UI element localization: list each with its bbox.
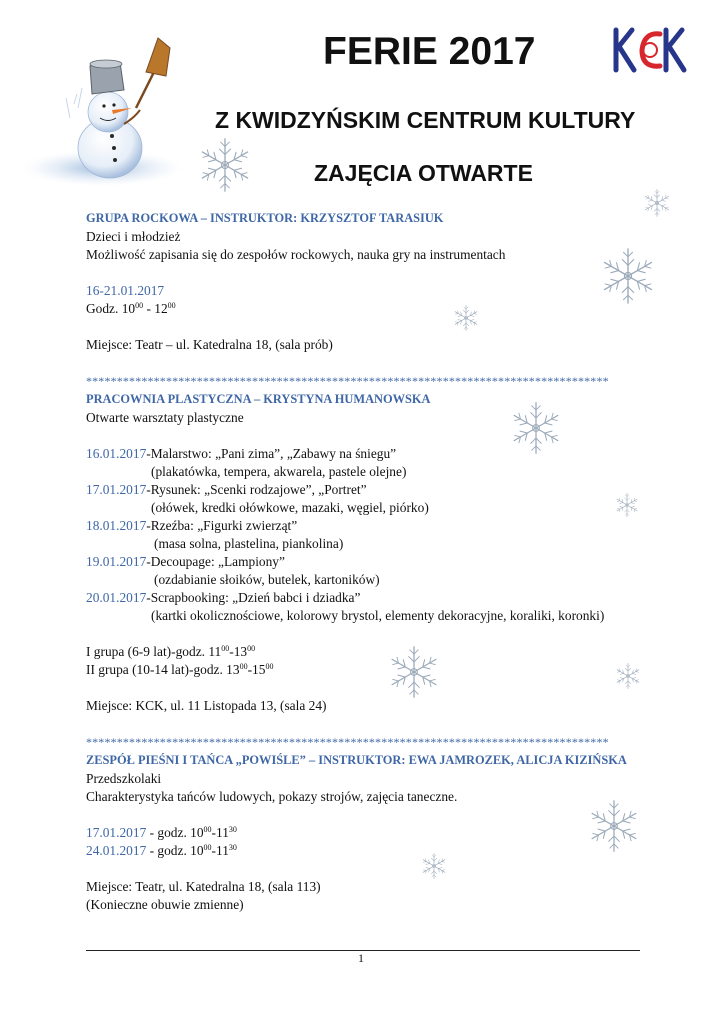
section3-description: Charakterystyka tańców ludowych, pokazy strojów, zajęcia taneczne. bbox=[86, 789, 458, 804]
group-sup: 00 bbox=[221, 644, 230, 653]
section1-heading: GRUPA ROCKOWA – INSTRUKTOR: KRZYSZTOF TARASIUK bbox=[86, 211, 444, 225]
group1-hours bbox=[86, 643, 255, 661]
workshop-text: -Decoupage: „Lampiony” bbox=[146, 554, 285, 569]
section1-place: Miejsce: Teatr – ul. Katedralna 18, (sala prób) bbox=[86, 337, 333, 352]
section3-time: -11 bbox=[211, 843, 229, 858]
group-text: I grupa (6-9 lat)-godz. 11 bbox=[86, 644, 222, 659]
workshop-date: 20.01.2017 bbox=[86, 590, 147, 605]
workshop-detail: (ołówek, kredki ołówkowe, mazaki, węgiel, piórko) bbox=[151, 500, 429, 515]
snowflake-icon bbox=[614, 492, 640, 518]
time-sup: 00 bbox=[203, 825, 212, 834]
workshop-item bbox=[86, 445, 396, 463]
separator: ************************************************************************************* bbox=[86, 374, 609, 388]
group-text: -13 bbox=[229, 644, 248, 659]
time-sup: 00 bbox=[203, 843, 212, 852]
workshop-detail: (kartki okolicznościowe, kolorowy brystol, elementy dekoracyjne, koraliki, koronki) bbox=[151, 608, 605, 623]
section1-description: Możliwość zapisania się do zespołów rockowych, nauka gry na instrumentach bbox=[86, 247, 506, 262]
time-sup: 30 bbox=[228, 825, 237, 834]
group2-hours bbox=[86, 661, 273, 679]
document-subtitle-2: ZAJĘCIA OTWARTE bbox=[314, 160, 533, 186]
section1-audience: Dzieci i młodzież bbox=[86, 229, 181, 244]
section2-place: Miejsce: KCK, ul. 11 Listopada 13, (sala 24) bbox=[86, 698, 327, 713]
workshop-text: -Malarstwo: „Pani zima”, „Zabawy na śniegu” bbox=[146, 446, 397, 461]
snowflake-icon bbox=[452, 304, 480, 332]
hours-sup: 00 bbox=[135, 301, 144, 310]
section3-note: (Konieczne obuwie zmienne) bbox=[86, 897, 244, 912]
time-sup: 30 bbox=[228, 843, 237, 852]
snowflake-icon bbox=[598, 246, 658, 306]
section3-audience: Przedszkolaki bbox=[86, 771, 162, 786]
snowman-illustration bbox=[20, 28, 190, 188]
document-title: FERIE 2017 bbox=[323, 30, 536, 73]
workshop-item bbox=[86, 517, 297, 535]
section3-time: - godz. 10 bbox=[146, 825, 204, 840]
workshop-item bbox=[86, 553, 285, 571]
snowflake-icon bbox=[420, 852, 448, 880]
workshop-detail: (ozdabianie słoików, butelek, kartoników) bbox=[154, 572, 380, 587]
document-subtitle: Z KWIDZYŃSKIM CENTRUM KULTURY bbox=[215, 107, 636, 133]
workshop-detail: (masa solna, plastelina, piankolina) bbox=[154, 536, 344, 551]
snowflake-icon bbox=[614, 662, 642, 690]
workshop-date: 16.01.2017 bbox=[86, 446, 147, 461]
workshop-item bbox=[86, 481, 367, 499]
section1-hours bbox=[86, 300, 176, 318]
section3-date-row bbox=[86, 842, 237, 860]
hours-text: - 12 bbox=[143, 301, 168, 316]
section3-date: 24.01.2017 bbox=[86, 843, 147, 858]
workshop-text: -Rysunek: „Scenki rodzajowe”, „Portret” bbox=[146, 482, 367, 497]
group-sup: 00 bbox=[247, 644, 256, 653]
workshop-date: 19.01.2017 bbox=[86, 554, 147, 569]
workshop-date: 17.01.2017 bbox=[86, 482, 147, 497]
snowflake-icon bbox=[642, 188, 672, 218]
snowflake-icon bbox=[508, 400, 564, 456]
workshop-detail: (plakatówka, tempera, akwarela, pastele olejne) bbox=[151, 464, 407, 479]
section3-time: - godz. 10 bbox=[146, 843, 204, 858]
workshop-text: -Rzeźba: „Figurki zwierząt” bbox=[146, 518, 298, 533]
separator: ************************************************************************************* bbox=[86, 735, 609, 749]
group-text: II grupa (10-14 lat)-godz. 13 bbox=[86, 662, 240, 677]
section3-date-row bbox=[86, 824, 237, 842]
workshop-text: -Scrapbooking: „Dzień babci i dziadka” bbox=[146, 590, 361, 605]
section3-time: -11 bbox=[211, 825, 229, 840]
group-sup: 00 bbox=[265, 662, 274, 671]
workshop-item bbox=[86, 589, 360, 607]
section1-dates: 16-21.01.2017 bbox=[86, 283, 165, 298]
snowflake-icon bbox=[386, 644, 442, 700]
page-number: 1 bbox=[358, 951, 364, 965]
hours-text: Godz. 10 bbox=[86, 301, 136, 316]
section2-heading: PRACOWNIA PLASTYCZNA – KRYSTYNA HUMANOWSKA bbox=[86, 392, 431, 406]
group-text: -15 bbox=[247, 662, 266, 677]
workshop-date: 18.01.2017 bbox=[86, 518, 147, 533]
section3-date: 17.01.2017 bbox=[86, 825, 147, 840]
snowflake-icon bbox=[586, 798, 642, 854]
section2-description: Otwarte warsztaty plastyczne bbox=[86, 410, 244, 425]
section3-place: Miejsce: Teatr, ul. Katedralna 18, (sala 113) bbox=[86, 879, 321, 894]
group-sup: 00 bbox=[239, 662, 248, 671]
hours-sup: 00 bbox=[167, 301, 176, 310]
kck-logo bbox=[608, 20, 690, 82]
snowflake-icon bbox=[196, 136, 254, 194]
section3-heading: ZESPÓŁ PIEŚNI I TAŃCA „POWIŚLE” – INSTRUKTOR: EWA JAMROZEK, ALICJA KIZIŃSKA bbox=[86, 753, 627, 767]
